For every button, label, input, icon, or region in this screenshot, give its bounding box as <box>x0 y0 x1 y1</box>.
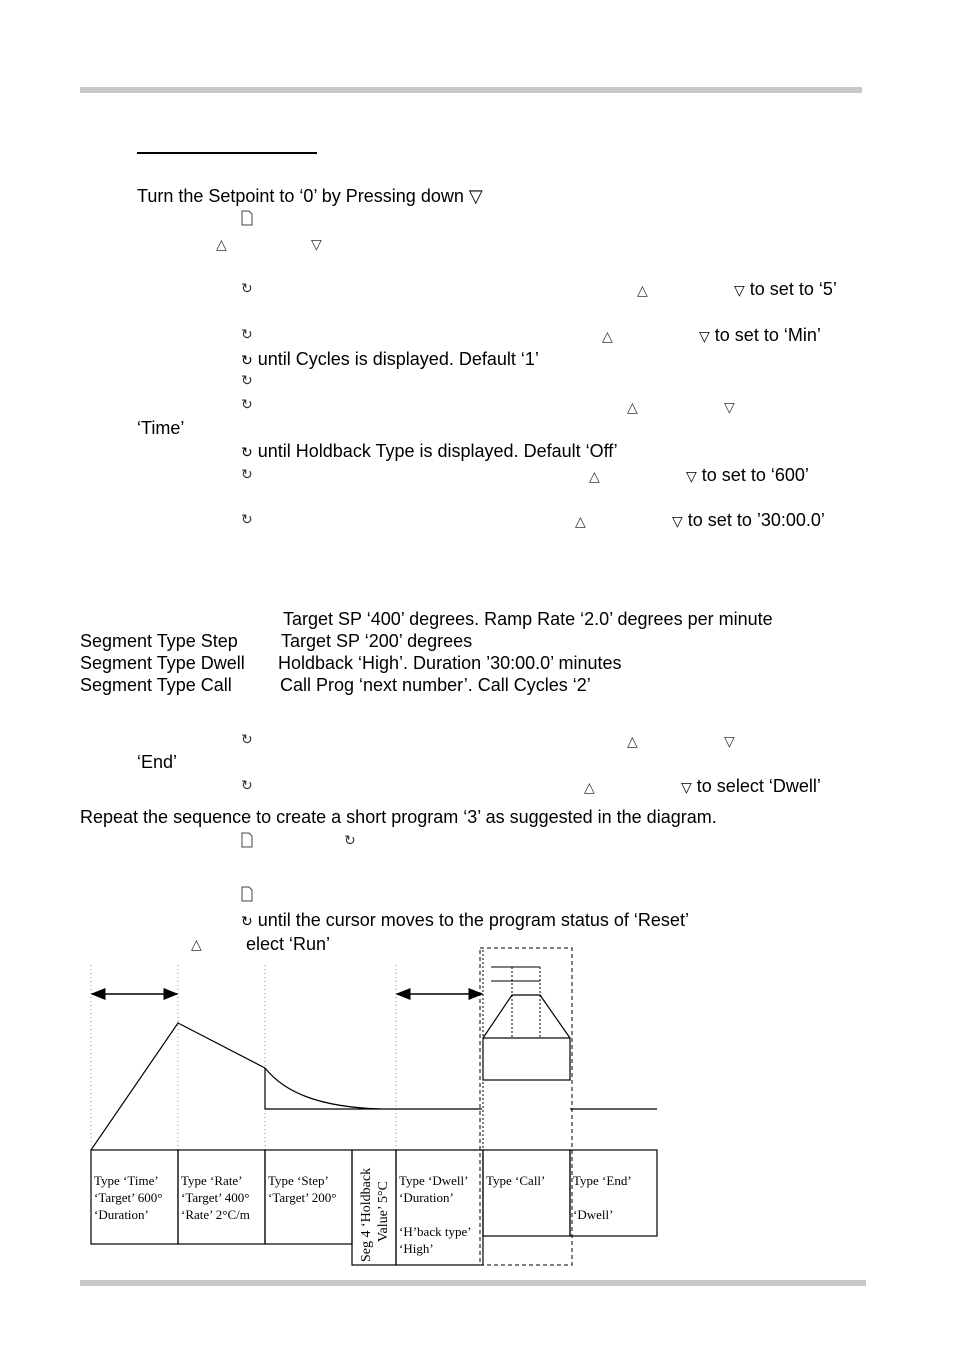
table-cell-rate <box>181 1172 250 1223</box>
table-cell-dwell <box>399 1172 472 1257</box>
up-arrow-icon: △ <box>584 779 595 795</box>
down-arrow-icon: ▽ <box>724 399 735 415</box>
segment-step-text: Target SP ‘200’ degrees <box>281 631 473 651</box>
segment-step-label: Segment Type Step <box>80 631 238 651</box>
text: to set to ’30:00.0’ <box>687 510 825 530</box>
cell-line: ‘Target’ 400° <box>181 1190 250 1205</box>
segment-rate-text: Target SP ‘400’ degrees. Ramp Rate ‘2.0’ degrees per minute <box>283 609 773 629</box>
cell-line: ‘High’ <box>399 1241 434 1256</box>
bottom-rule <box>80 1280 866 1286</box>
text-line: ‘End’ <box>137 752 178 772</box>
scroll-icon: ↻ <box>241 280 253 296</box>
up-arrow-icon: △ <box>575 513 586 529</box>
text-line: elect ‘Run’ <box>246 934 331 954</box>
down-arrow-icon: ▽ <box>699 328 710 344</box>
cell-line: ‘Rate’ 2°C/m <box>181 1207 250 1222</box>
scroll-icon: ↻ <box>241 326 253 342</box>
scroll-icon: ↻ <box>241 511 253 527</box>
segment-call-label: Segment Type Call <box>80 675 232 695</box>
cell-line: Type ‘Call’ <box>486 1173 546 1188</box>
scroll-icon: ↻ <box>241 731 253 747</box>
text: to set to ‘5’ <box>749 279 837 299</box>
cell-line: ‘Dwell’ <box>573 1207 614 1222</box>
cell-line: ‘Target’ 200° <box>268 1190 337 1205</box>
down-arrow-icon: ▽ <box>724 733 735 749</box>
up-arrow-icon: △ <box>637 282 648 298</box>
up-arrow-icon: △ <box>602 328 613 344</box>
up-arrow-icon: △ <box>216 236 227 252</box>
text: to select ‘Dwell’ <box>696 776 821 796</box>
cell-line: Type ‘Dwell’ <box>399 1173 469 1188</box>
repeat-text: Repeat the sequence to create a short program ‘3’ as suggested in the diagram. <box>80 807 717 827</box>
segment-call-text: Call Prog ‘next number’. Call Cycles ‘2’ <box>280 675 591 695</box>
down-arrow-icon: ▽ <box>311 236 322 252</box>
cell-line: Type ‘Time’ <box>94 1173 159 1188</box>
text: until Holdback Type is displayed. Default ‘Off’ <box>257 441 618 461</box>
cell-line: ‘Duration’ <box>399 1190 454 1205</box>
text: until Cycles is displayed. Default ‘1’ <box>257 349 539 369</box>
scroll-icon: ↻ <box>241 466 253 482</box>
up-arrow-icon: △ <box>191 936 202 952</box>
scroll-icon: ↻ <box>241 444 253 460</box>
table-cell-holdback <box>358 1168 392 1262</box>
text: Turn the Setpoint to ‘0’ by Pressing down <box>137 186 464 206</box>
text: to set to ‘Min’ <box>714 325 821 345</box>
down-arrow-icon: ▽ <box>681 779 692 795</box>
down-arrow-icon: ▽ <box>686 468 697 484</box>
cell-line: ‘H’back type’ <box>399 1224 472 1239</box>
scroll-icon: ↻ <box>241 372 253 388</box>
text: until the cursor moves to the program status of ‘Reset’ <box>257 910 689 930</box>
up-arrow-icon: △ <box>627 399 638 415</box>
scroll-icon: ↻ <box>241 352 253 368</box>
scroll-icon: ↻ <box>241 913 253 929</box>
segment-dwell-label: Segment Type Dwell <box>80 653 245 673</box>
segment-dwell-text: Holdback ‘High’. Duration ’30:00.0’ minutes <box>278 653 622 673</box>
scroll-icon: ↻ <box>344 832 356 848</box>
scroll-icon: ↻ <box>241 396 253 412</box>
down-arrow-icon: ▽ <box>672 513 683 529</box>
cell-line: ‘Target’ 600° <box>94 1190 163 1205</box>
down-arrow-icon: ▽ <box>468 186 483 206</box>
table-cell-call <box>486 1172 545 1189</box>
cell-line: Value’ 5°C <box>376 1181 391 1242</box>
text: to set to ‘600’ <box>701 465 809 485</box>
up-arrow-icon: △ <box>589 468 600 484</box>
cell-line: Seg 4 ‘Holdback <box>359 1167 374 1262</box>
cell-line: Type ‘Rate’ <box>181 1173 243 1188</box>
up-arrow-icon: △ <box>627 733 638 749</box>
down-arrow-icon: ▽ <box>734 282 745 298</box>
cell-line: ‘Duration’ <box>94 1207 149 1222</box>
table-cell-end <box>573 1172 632 1223</box>
table-cell-step <box>268 1172 336 1206</box>
cell-line: Type ‘End’ <box>573 1173 632 1188</box>
cell-line: Type ‘Step’ <box>268 1173 329 1188</box>
text-line: ‘Time’ <box>137 418 185 438</box>
scroll-icon: ↻ <box>241 777 253 793</box>
table-cell-time <box>94 1172 162 1223</box>
